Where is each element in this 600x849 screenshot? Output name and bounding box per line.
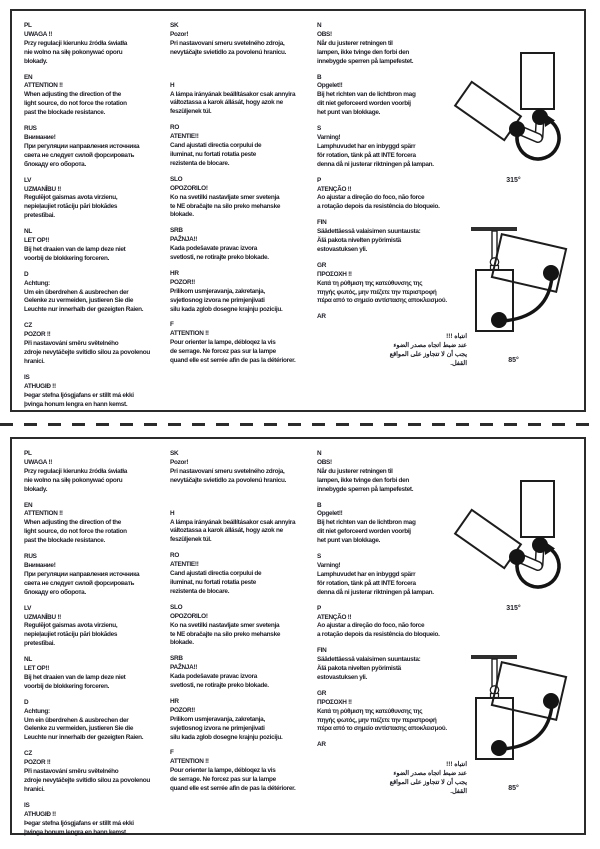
warning-text-line: nevytáčajte svietidlo za povolenú hranicu.: [170, 48, 287, 56]
language-code: P: [317, 176, 321, 184]
warning-text-line: πέρα από το σημείο αντίστασης αποκλεισμού.: [317, 297, 447, 305]
angle-label: 315°: [506, 177, 521, 184]
warning-text-line: انتباه !!!: [446, 761, 467, 769]
language-code: GR: [317, 261, 327, 269]
language-code: SK: [170, 450, 179, 457]
language-code: IS: [24, 373, 30, 381]
language-code: LV: [24, 176, 32, 184]
warning-text-line: Lamphuvudet har en inbyggd spärr: [317, 142, 416, 150]
warning-heading: ATTENTION !!: [24, 510, 63, 518]
rotation-diagram-85: [446, 217, 581, 364]
language-code: S: [317, 125, 321, 133]
warning-heading: POZOR!!: [170, 706, 196, 714]
warning-text-line: voorbij de blokkering forceren.: [24, 682, 110, 690]
warning-text-line: blokady.: [24, 57, 48, 65]
language-code: CZ: [24, 322, 32, 330]
warning-text-line: Gelenke zu vermeiden, justieren Sie die: [24, 297, 134, 305]
warning-heading: ATENTIE!!: [170, 133, 199, 141]
instruction-panel-bottom: [10, 437, 586, 835]
lang-section-cz: [24, 750, 170, 795]
language-column-1: [24, 22, 170, 416]
language-code: RUS: [24, 125, 37, 133]
lang-section-sk: [170, 450, 317, 486]
language-code: EN: [24, 73, 33, 81]
warning-text-line: Cand ajustati directia corpului de: [170, 142, 262, 150]
warning-text-line: Při nastavování směru světelného: [24, 768, 119, 776]
warning-heading: ATENÇÃO !!: [317, 613, 352, 621]
warning-heading: Säädettäessä valaisimen suuntausta:: [317, 656, 421, 664]
language-code: B: [317, 73, 322, 81]
lang-section-nl: [24, 656, 170, 692]
language-column-1: [24, 450, 170, 844]
language-code: RO: [170, 552, 180, 560]
warning-heading: ΠΡΟΣΟΧΗ !!: [317, 270, 352, 278]
warning-text-line: Ko na svetilki nastavljate smer svetenja: [170, 621, 280, 629]
warning-text-line: Κατά τη ρύθμιση της κατεύθυνσης της: [317, 279, 423, 287]
warning-text-line: blokady.: [24, 485, 48, 493]
warning-text-line: þvinga honum lengra en hann kemst.: [24, 828, 128, 836]
warning-text-line: feszüljenek túl.: [170, 536, 212, 544]
language-code: PL: [24, 22, 32, 29]
warning-heading: PAŽNJA!!: [170, 664, 198, 672]
language-code: GR: [317, 689, 327, 697]
warning-text-line: При регуляции направления источника: [24, 142, 140, 150]
warning-text-line: Um ein überdrehen & ausbrechen der: [24, 288, 129, 296]
warning-text-line: iluminat, nu fortati rotatia peste: [170, 150, 256, 158]
instruction-panel-top: [10, 9, 586, 412]
warning-text-line: pretestībai.: [24, 640, 55, 648]
warning-text-line: When adjusting the direction of the: [24, 519, 122, 527]
warning-heading: UZMANĪBU !!: [24, 185, 62, 193]
warning-text-line: انتباه !!!: [446, 333, 467, 341]
warning-text-line: svetlosti, ne rotirajte preko blokade.: [170, 682, 269, 690]
warning-text-line: nie wolno na siłę pokonywać oporu: [24, 476, 123, 484]
language-code: SRB: [170, 655, 183, 663]
warning-text-line: القفل.: [450, 360, 467, 367]
warning-text-line: Þegar stefna ljósgjafans er stillt má ekki: [24, 819, 134, 827]
warning-heading: Achtung:: [24, 279, 50, 287]
lang-section-pl: [24, 22, 170, 67]
language-code: D: [24, 270, 29, 278]
warning-text-line: πέρα από το σημείο αντίστασης αποκλεισμού.: [317, 725, 447, 733]
language-code: N: [317, 450, 322, 457]
warning-heading: LET OP!!: [24, 237, 50, 245]
lamp-tilt-illustration: [446, 645, 581, 783]
warning-text-line: Pri nastavovaní smeru svetelného zdroja,: [170, 467, 285, 475]
language-column-2: [170, 22, 317, 373]
language-code: H: [170, 509, 175, 517]
warning-heading: POZOR!!: [170, 278, 196, 286]
language-code: NL: [24, 656, 32, 664]
warning-text-line: Pri nastavovaní smeru svetelného zdroja,: [170, 39, 285, 47]
warning-text-line: light source, do not force the rotation: [24, 528, 127, 536]
language-code: N: [317, 22, 322, 29]
warning-text-line: estovastuksen yli.: [317, 673, 368, 681]
warning-text-line: Regulējot gaismas avota virzienu,: [24, 622, 118, 630]
lang-section-slo: [170, 604, 317, 649]
warning-text-line: változtassa a karok állását, hogy azok ne: [170, 527, 283, 535]
warning-text-line: svetlosti, ne rotirajte preko blokade.: [170, 254, 269, 262]
warning-text-line: de serrage. Ne forcez pas sur la lampe: [170, 776, 276, 784]
lamp-swivel-illustration: [446, 465, 581, 603]
language-code: SRB: [170, 227, 183, 235]
warning-text-line: dit niet geforceerd worden voorbij: [317, 528, 411, 536]
angle-label: 85°: [508, 785, 519, 792]
warning-text-line: past the blockade resistance.: [24, 537, 106, 545]
language-code: PL: [24, 450, 32, 457]
warning-text-line: het punt van blokkage.: [317, 109, 381, 117]
warning-text-line: Når du justerer retningen til: [317, 467, 393, 475]
warning-heading: Pozor!: [170, 30, 189, 38]
warning-text-line: Þegar stefna ljósgjafans er stillt má ekki: [24, 391, 134, 399]
lang-section-pl: [24, 450, 170, 495]
warning-text-line: Bij het richten van de lichtbron mag: [317, 91, 416, 99]
warning-text-line: lampen, ikke tvinge den forbi den: [317, 48, 409, 56]
warning-text-line: Älä pakota nivelten pyörimistä: [317, 665, 401, 673]
lang-section-hr: [170, 270, 317, 315]
warning-heading: OPOZORILO!: [170, 184, 208, 192]
warning-heading: Opgelet!!: [317, 82, 343, 90]
lang-section-d: [24, 699, 170, 744]
warning-text-line: denna då ni justerar riktningen på lampan.: [317, 588, 434, 596]
warning-text-line: de serrage. Ne forcez pas sur la lampe: [170, 348, 276, 356]
warning-text-line: változtassa a karok állását, hogy azok ne: [170, 99, 283, 107]
warning-text-line: Bij het richten van de lichtbron mag: [317, 519, 416, 527]
warning-text-line: Bij het draaien van de lamp deze niet: [24, 673, 126, 681]
language-code: AR: [317, 313, 326, 321]
language-code: EN: [24, 501, 33, 509]
warning-text-line: Ao ajustar a direção do foco, não force: [317, 194, 425, 202]
warning-text-line: hranici.: [24, 785, 45, 793]
warning-heading: LET OP!!: [24, 665, 50, 673]
warning-text-line: Kada podešavate pravac izvora: [170, 673, 258, 681]
lang-section-is: [24, 374, 170, 410]
warning-text-line: nevytáčajte svietidlo za povolenú hranicu.: [170, 476, 287, 484]
warning-heading: Achtung:: [24, 707, 50, 715]
warning-text-line: Prilikom usmjeravanja, zakretanja,: [170, 715, 265, 723]
warning-text-line: a rotação depois da resistência do bloqueio.: [317, 631, 440, 639]
warning-text-line: عند ضبط اتجاه مصدر الضوء: [393, 770, 467, 778]
lang-section-ro: [170, 124, 317, 169]
warning-text-line: света не следует силой форсировать: [24, 579, 135, 587]
language-code: NL: [24, 228, 32, 236]
warning-heading: ATENÇÃO !!: [317, 185, 352, 193]
warning-text-line: zdroje nevytáčejte svítidlo silou za povolenou: [24, 349, 150, 356]
language-code: RUS: [24, 553, 37, 561]
warning-text-line: يجب أن لا تتجاوز على المواقع: [389, 351, 467, 359]
warning-text-line: för rotation, tänk på att INTE forcera: [317, 151, 416, 159]
warning-text-line: Prilikom usmjeravanja, zakretanja,: [170, 287, 265, 295]
language-code: LV: [24, 604, 32, 612]
warning-text-line: Gelenke zu vermeiden, justieren Sie die: [24, 725, 134, 733]
warning-text-line: света не следует силой форсировать: [24, 151, 135, 159]
warning-heading: ATTENTION !!: [24, 82, 63, 90]
language-code: HR: [170, 697, 179, 705]
language-code: F: [170, 321, 174, 329]
warning-text-line: för rotation, tänk på att INTE forcera: [317, 579, 416, 587]
warning-text-line: Regulējot gaismas avota virzienu,: [24, 194, 118, 202]
warning-heading: UZMANĪBU !!: [24, 613, 62, 621]
warning-heading: UWAGA !!: [24, 30, 53, 38]
language-code: SLO: [170, 603, 183, 611]
diagram-column: [440, 11, 587, 410]
warning-text-line: silu kada zglob dosegne krajnju poziciju.: [170, 305, 283, 313]
lang-section-lv: [24, 177, 170, 222]
lang-section-rus: [24, 125, 170, 170]
warning-text-line: Przy regulacji kierunku źródła światła: [24, 39, 128, 47]
warning-text-line: zdroje nevytáčejte svítidlo silou za povolenou: [24, 777, 150, 784]
language-code: HR: [170, 269, 179, 277]
warning-text-line: rezistenta de blocare.: [170, 159, 230, 167]
warning-heading: ATTENTION !!: [170, 758, 209, 766]
warning-text-line: A lámpa irányának beállításakor csak annyira: [170, 518, 296, 526]
lang-section-slo: [170, 176, 317, 221]
warning-text-line: Pour orienter la lampe, débloqez la vis: [170, 767, 276, 775]
warning-text-line: блокаду его оборота.: [24, 160, 86, 168]
warning-text-line: nepieļaujiet rotāciju pāri blokādes: [24, 631, 118, 639]
warning-text-line: blokade.: [170, 639, 194, 647]
warning-text-line: past the blockade resistance.: [24, 109, 106, 117]
warning-heading: POZOR !!: [24, 759, 51, 767]
language-code: D: [24, 698, 29, 706]
lang-section-srb: [170, 227, 317, 263]
warning-heading: OBS!: [317, 30, 332, 38]
angle-label: 85°: [508, 357, 519, 364]
language-code: FIN: [317, 219, 327, 227]
warning-text-line: svjetlosnog izvora ne primjenjivati: [170, 724, 265, 732]
language-column-2: [170, 450, 317, 801]
warning-text-line: lampen, ikke tvinge den forbi den: [317, 476, 409, 484]
warning-text-line: блокаду его оборота.: [24, 588, 86, 596]
warning-text-line: pretestībai.: [24, 212, 55, 220]
warning-text-line: innebygde sperren på lampefestet.: [317, 485, 414, 493]
warning-text-line: Älä pakota nivelten pyörimistä: [317, 237, 401, 245]
language-code: IS: [24, 801, 30, 809]
lang-section-lv: [24, 605, 170, 650]
language-code: FIN: [317, 647, 327, 655]
language-code: CZ: [24, 750, 32, 758]
diagram-column: [440, 439, 587, 833]
warning-text-line: te NE obračajte na silo preko mehanske: [170, 202, 281, 210]
cut-line: [0, 423, 600, 426]
warning-heading: OBS!: [317, 458, 332, 466]
warning-text-line: quand elle est serrée afin de pas la détériorer.: [170, 357, 296, 365]
warning-heading: ΠΡΟΣΟΧΗ !!: [317, 698, 352, 706]
warning-text-line: القفل.: [450, 788, 467, 795]
lang-section-hr: [170, 698, 317, 743]
warning-text-line: svjetlosnog izvora ne primjenjivati: [170, 296, 265, 304]
lang-section-cz: [24, 322, 170, 367]
warning-text-line: het punt van blokkage.: [317, 537, 381, 545]
lang-section-is: [24, 802, 170, 838]
warning-text-line: يجب أن لا تتجاوز على المواقع: [389, 779, 467, 787]
warning-heading: ATENTIE!!: [170, 561, 199, 569]
language-code: RO: [170, 124, 180, 132]
warning-text-line: Bij het draaien van de lamp deze niet: [24, 245, 126, 253]
lang-section-h: [170, 82, 317, 118]
angle-label: 315°: [506, 605, 521, 612]
warning-text-line: Ko na svetilki nastavljate smer svetenja: [170, 193, 280, 201]
language-code: P: [317, 604, 321, 612]
lang-section-en: [24, 74, 170, 119]
warning-heading: PAŽNJA!!: [170, 236, 198, 244]
warning-text-line: Κατά τη ρύθμιση της κατεύθυνσης της: [317, 707, 423, 715]
lang-section-h: [170, 510, 317, 546]
warning-text-line: feszüljenek túl.: [170, 108, 212, 116]
warning-text-line: A lámpa irányának beállításakor csak annyira: [170, 90, 296, 98]
warning-text-line: Pour orienter la lampe, débloqez la vis: [170, 339, 276, 347]
warning-text-line: rezistenta de blocare.: [170, 587, 230, 595]
warning-heading: Varning!: [317, 561, 341, 569]
warning-heading: OPOZORILO!: [170, 612, 208, 620]
warning-text-line: a rotação depois da resistência do bloqueio.: [317, 203, 440, 211]
warning-heading: UWAGA !!: [24, 458, 53, 466]
warning-text-line: light source, do not force the rotation: [24, 100, 127, 108]
warning-text-line: voorbij de blokkering forceren.: [24, 254, 110, 262]
warning-text-line: Lamphuvudet har en inbyggd spärr: [317, 570, 416, 578]
warning-heading: Opgelet!!: [317, 510, 343, 518]
lang-section-srb: [170, 655, 317, 691]
warning-text-line: Przy regulacji kierunku źródła światła: [24, 467, 128, 475]
language-code: S: [317, 553, 321, 561]
warning-text-line: iluminat, nu fortati rotatia peste: [170, 578, 256, 586]
language-code: H: [170, 81, 175, 89]
warning-heading: POZOR !!: [24, 331, 51, 339]
lang-section-ro: [170, 552, 317, 597]
lang-section-f: [170, 321, 317, 366]
warning-text-line: عند ضبط اتجاه مصدر الضوء: [393, 342, 467, 350]
warning-text-line: πηγής φωτός, μην πιέζετε την περιστροφή: [317, 288, 437, 296]
warning-text-line: dit niet geforceerd worden voorbij: [317, 100, 411, 108]
warning-heading: ATHUGIÐ !!: [24, 810, 56, 818]
lang-section-rus: [24, 553, 170, 598]
warning-text-line: Při nastavování směru světelného: [24, 340, 119, 348]
rotation-diagram-85: [446, 645, 581, 792]
lang-section-d: [24, 271, 170, 316]
rotation-diagram-315: [446, 465, 581, 612]
warning-heading: Varning!: [317, 133, 341, 141]
warning-text-line: Cand ajustati directia corpului de: [170, 570, 262, 578]
warning-text-line: При регуляции направления источника: [24, 570, 140, 578]
language-code: B: [317, 501, 322, 509]
lamp-tilt-illustration: [446, 217, 581, 355]
warning-text-line: Um ein überdrehen & ausbrechen der: [24, 716, 129, 724]
warning-heading: Pozor!: [170, 458, 189, 466]
warning-text-line: hranici.: [24, 357, 45, 365]
rotation-diagram-315: [446, 37, 581, 184]
warning-text-line: Når du justerer retningen til: [317, 39, 393, 47]
lang-section-f: [170, 749, 317, 794]
language-code: SK: [170, 22, 179, 29]
language-code: SLO: [170, 175, 183, 183]
warning-heading: ATHUGIÐ !!: [24, 382, 56, 390]
warning-text-line: blokade.: [170, 211, 194, 219]
warning-text-line: πηγής φωτός, μην πιέζετε την περιστροφή: [317, 716, 437, 724]
warning-text-line: te NE obračajte na silo preko mehanske: [170, 630, 281, 638]
warning-text-line: Kada podešavate pravac izvora: [170, 245, 258, 253]
warning-heading: ATTENTION !!: [170, 330, 209, 338]
warning-heading: Säädettäessä valaisimen suuntausta:: [317, 228, 421, 236]
warning-text-line: denna då ni justerar riktningen på lampan.: [317, 160, 434, 168]
warning-text-line: nepieļaujiet rotāciju pāri blokādes: [24, 203, 118, 211]
language-code: AR: [317, 741, 326, 749]
warning-text-line: Leuchte nur innerhalb der gezeigten Raien.: [24, 734, 144, 742]
warning-text-line: quand elle est serrée afin de pas la détériorer.: [170, 785, 296, 793]
warning-text-line: Ao ajustar a direção do foco, não force: [317, 622, 425, 630]
warning-text-line: silu kada zglob dosegne krajnju poziciju.: [170, 733, 283, 741]
lang-section-nl: [24, 228, 170, 264]
warning-heading: Внимание!: [24, 561, 56, 569]
warning-text-line: þvinga honum lengra en hann kemst.: [24, 400, 128, 408]
warning-text-line: estovastuksen yli.: [317, 245, 368, 253]
warning-text-line: When adjusting the direction of the: [24, 91, 122, 99]
lang-section-en: [24, 502, 170, 547]
warning-heading: Внимание!: [24, 133, 56, 141]
lang-section-sk: [170, 22, 317, 58]
warning-text-line: nie wolno na siłę pokonywać oporu: [24, 48, 123, 56]
lamp-swivel-illustration: [446, 37, 581, 175]
language-code: F: [170, 749, 174, 757]
warning-text-line: Leuchte nur innerhalb der gezeigten Raien.: [24, 306, 144, 314]
warning-text-line: innebygde sperren på lampefestet.: [317, 57, 414, 65]
